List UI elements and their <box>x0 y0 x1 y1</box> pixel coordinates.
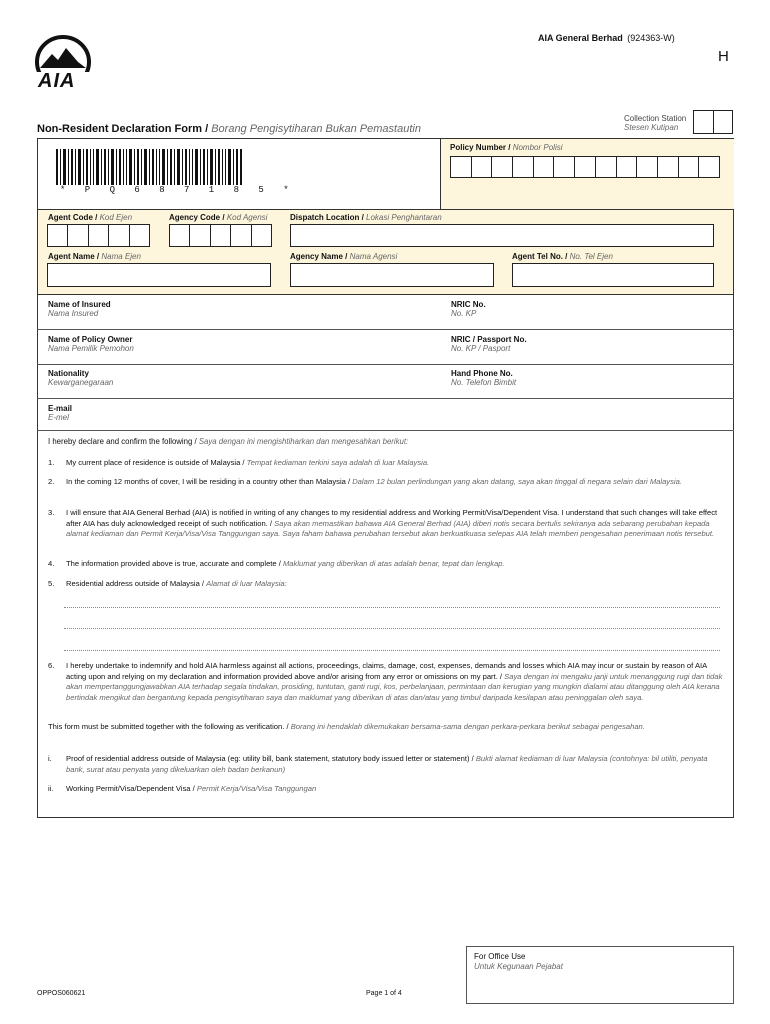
agent-name-label-en: Agent Name / <box>48 252 100 261</box>
policy-number-label <box>450 143 563 152</box>
submission-note-en: This form must be submitted together with the following as verification. / <box>48 722 289 731</box>
collection-station-label: Collection Station <box>624 114 687 123</box>
item-number: 2. <box>48 477 55 486</box>
agent-code-input[interactable] <box>47 224 150 247</box>
insured-label: Name of Insured <box>48 300 111 309</box>
agency-name-label <box>290 252 397 261</box>
item-text-ms: Saya dengan ini mengaku janji untuk menanggung rugi dan tidak akan mempertanggungjawabkan AIA terhadap segala tindakan, prosiding, tuntutan, ganti rugi, kos, perbelanjaan, permintaan dan kerugian yang mungkin dialami atau ditanggung oleh AIA kerana bertindak mengikut dan bergantung kepada pengisytiharan saya dan maklumat yang diberikan di atas dan/atau yang timbul daripada kesilapan atau peninggalan oleh saya. <box>66 671 723 702</box>
company-name: AIA General Berhad <box>538 33 623 43</box>
submission-note-ms: Borang ini hendaklah dikemukakan bersama-sama dengan perkara-perkara berikut sebagai pengesahan. <box>290 722 645 731</box>
item-text-ms: Maklumat yang diberikan di atas adalah benar, tepat dan lengkap. <box>282 559 505 568</box>
agent-code-label-ms: Kod Ejen <box>99 213 133 222</box>
declaration-item-6 <box>48 661 724 703</box>
dispatch-label-ms: Lokasi Penghantaran <box>366 213 442 222</box>
declaration-item-4 <box>48 559 724 570</box>
item-text-en: I hereby undertake to indemnify and hold AIA harmless against all actions, proceedings, claims, damage, cost, expenses, demands and losses which AIA may incur or sustain by reason of AIA acting upon and relying on my declaration and information provided above and/or arising from any error or omissions on my part. / <box>66 661 707 681</box>
nationality-label-ms: Kewarganegaraan <box>48 378 114 387</box>
policy-label-ms: Nombor Polisi <box>512 143 563 152</box>
submission-note <box>48 722 724 733</box>
nric-label-ms: No. KP <box>451 309 477 318</box>
barcode-bars <box>56 149 242 185</box>
agent-code-label <box>48 213 132 222</box>
declaration-intro-ms: Saya dengan ini mengishtiharkan dan mengesahkan berikut: <box>198 437 409 446</box>
form-code-letter: H <box>718 48 729 65</box>
divider <box>37 364 734 365</box>
required-doc-1 <box>48 754 724 775</box>
company-header <box>538 33 675 43</box>
agency-name-input[interactable] <box>290 263 494 287</box>
barcode <box>56 149 242 185</box>
address-line-2[interactable] <box>64 628 720 629</box>
email-label-ms: E-mel <box>48 413 69 422</box>
nationality-field[interactable] <box>48 369 113 387</box>
barcode-text: * P Q 6 8 7 1 8 5 * <box>60 185 296 195</box>
agent-tel-input[interactable] <box>512 263 714 287</box>
logo-text: AIA <box>38 70 76 92</box>
nric-passport-label: NRIC / Passport No. <box>451 335 527 344</box>
owner-label: Name of Policy Owner <box>48 335 133 344</box>
nric-field[interactable] <box>451 300 486 318</box>
policy-number-input[interactable] <box>450 156 720 178</box>
agent-tel-label-en: Agent Tel No. / <box>512 252 568 261</box>
email-field[interactable] <box>48 404 72 422</box>
insured-label-ms: Nama Insured <box>48 309 99 318</box>
agency-code-input[interactable] <box>169 224 272 247</box>
item-text-ms: Saya akan memastikan bahawa AIA General Berhad (AIA) diberi notis secara bertulis sekiranya ada sebarang perubahan kepada alamat kediaman dan Permit Kerja/Visa/Visa Tanggungan saya. Saya faham bahawa perubahan tersebut akan berkuatkuasa selepas AIA telah memberi pengesahan penerimaan notis tersebut. <box>66 518 715 538</box>
agent-name-input[interactable] <box>47 263 271 287</box>
footer-page-number: Page 1 of 4 <box>366 990 402 997</box>
divider <box>37 430 734 431</box>
collection-station-label-ms: Stesen Kutipan <box>624 123 679 132</box>
item-text-en: The information provided above is true, accurate and complete / <box>66 559 281 568</box>
policy-owner-field[interactable] <box>48 335 134 353</box>
item-text-ms: Alamat di luar Malaysia: <box>206 579 287 588</box>
item-text-ms: Tempat kediaman terkini saya adalah di luar Malaysia. <box>246 458 430 467</box>
dispatch-label-en: Dispatch Location / <box>290 213 364 222</box>
item-number: 3. <box>48 508 55 517</box>
agency-code-label-ms: Kod Agensi <box>226 213 268 222</box>
declaration-item-2 <box>48 477 724 488</box>
agency-name-label-en: Agency Name / <box>290 252 348 261</box>
declaration-intro <box>48 437 408 446</box>
hand-phone-field[interactable] <box>451 369 516 387</box>
phone-label-ms: No. Telefon Bimbit <box>451 378 517 387</box>
doc-number: ii. <box>48 784 54 793</box>
item-number: 1. <box>48 458 55 467</box>
title-en: Non-Resident Declaration Form / <box>37 123 209 135</box>
declaration-item-1 <box>48 458 724 469</box>
item-number: 4. <box>48 559 55 568</box>
declaration-intro-en: I hereby declare and confirm the following / <box>48 437 197 446</box>
office-use-label: For Office Use <box>474 952 526 961</box>
agency-code-label <box>169 213 267 222</box>
dispatch-location-label <box>290 213 442 222</box>
phone-label: Hand Phone No. <box>451 369 513 378</box>
doc-text-ms: Permit Kerja/Visa/Visa Tanggungan <box>196 784 317 793</box>
item-number: 5. <box>48 579 55 588</box>
agency-code-label-en: Agency Code / <box>169 213 225 222</box>
email-label: E-mail <box>48 404 73 413</box>
item-text-en: Residential address outside of Malaysia / <box>66 579 205 588</box>
nric-passport-field[interactable] <box>451 335 527 353</box>
item-number: 6. <box>48 661 55 670</box>
company-reg-no: (924363-W) <box>627 33 675 43</box>
required-doc-2 <box>48 784 724 795</box>
office-use-label-ms: Untuk Kegunaan Pejabat <box>474 962 563 971</box>
item-text-en: My current place of residence is outside of Malaysia / <box>66 458 245 467</box>
divider <box>37 398 734 399</box>
doc-text-ms: Bukti alamat kediaman di luar Malaysia (contohnya: bil utiliti, penyata bank, surat atau penyata yang dikeluarkan oleh badan berkanun) <box>66 754 708 774</box>
doc-text-en: Working Permit/Visa/Dependent Visa / <box>66 784 195 793</box>
item-text-ms: Dalam 12 bulan perlindungan yang akan datang, saya akan tinggal di negara selain dari Malaysia. <box>352 477 682 486</box>
nric-passport-label-ms: No. KP / Pasport <box>451 344 511 353</box>
title-ms: Borang Pengisytiharan Bukan Pemastautin <box>211 123 421 135</box>
divider <box>37 329 734 330</box>
doc-number: i. <box>48 754 52 763</box>
agent-name-label <box>48 252 141 261</box>
declaration-item-5 <box>48 579 724 590</box>
declaration-item-3 <box>48 508 724 540</box>
collection-station-input[interactable] <box>693 110 733 134</box>
agent-tel-label-ms: No. Tel Ejen <box>569 252 613 261</box>
address-line-3[interactable] <box>64 650 720 651</box>
dispatch-location-input[interactable] <box>290 224 714 247</box>
agency-name-label-ms: Nama Agensi <box>349 252 398 261</box>
aia-logo <box>34 34 92 94</box>
office-use-box <box>466 946 734 1004</box>
item-text-en: In the coming 12 months of cover, I will be residing in a country other than Malaysia / <box>66 477 351 486</box>
footer-form-code: OPPOS060621 <box>37 990 86 997</box>
agent-tel-label <box>512 252 613 261</box>
nationality-label: Nationality <box>48 369 89 378</box>
item-text-en: I will ensure that AIA General Berhad (AIA) is notified in writing of any changes to my residential address and Working Permit/Visa/Dependent Visa. I understand that such changes will take effect after AIA has duly acknowledged receipt of such notification. / <box>66 508 718 528</box>
address-line-1[interactable] <box>64 607 720 608</box>
doc-text-en: Proof of residential address outside of Malaysia (eg: utility bill, bank statement, statutory body issued letter or statement) / <box>66 754 474 763</box>
insured-name-field[interactable] <box>48 300 111 318</box>
nric-label: NRIC No. <box>451 300 486 309</box>
owner-label-ms: Nama Pemilik Pemohon <box>48 344 134 353</box>
policy-label-en: Policy Number / <box>450 143 511 152</box>
page-title <box>37 123 421 135</box>
agent-code-label-en: Agent Code / <box>48 213 98 222</box>
agent-name-label-ms: Nama Ejen <box>101 252 141 261</box>
